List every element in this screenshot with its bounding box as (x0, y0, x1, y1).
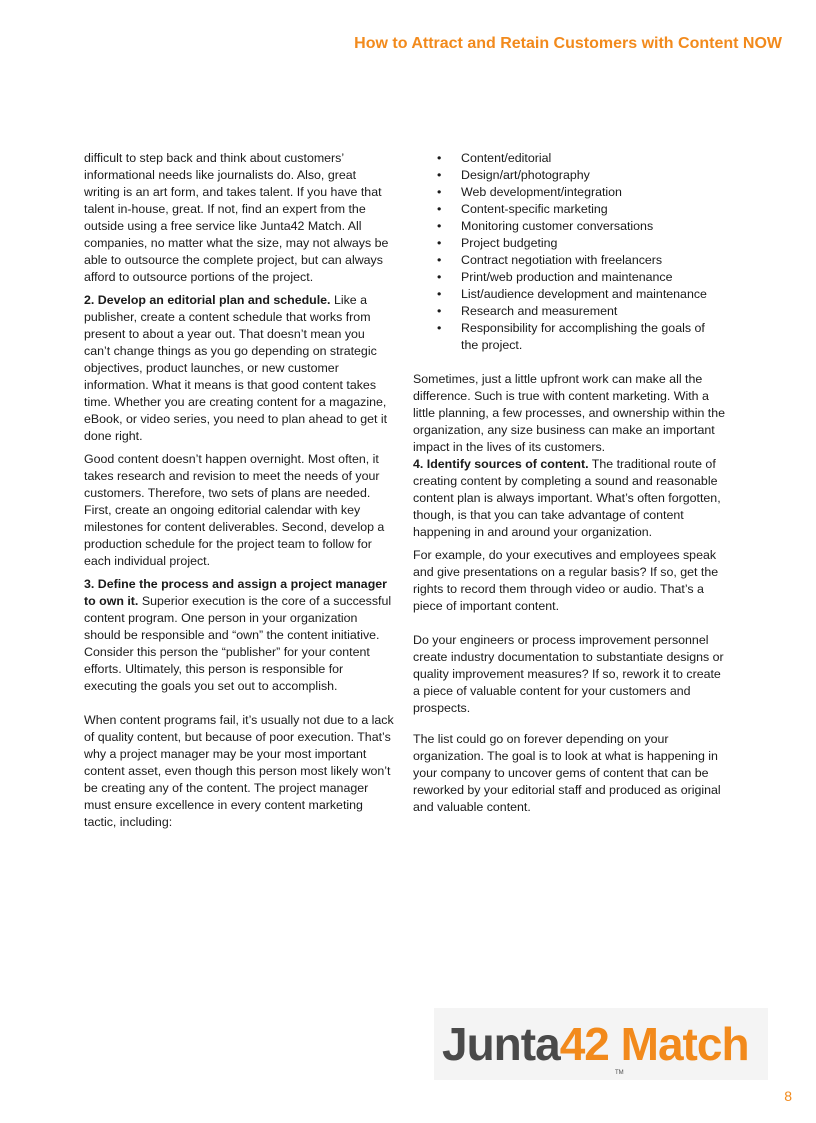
logo-text-match: Match (608, 1018, 749, 1070)
section-2-body: Like a publisher, create a content schedule that works from present to about a year out. That doesn’t mean you can’t change things as you go depending on strategic objectives, product launches, or new customer information. What it means is that good content takes time. Whether you are creating content for a magazine, eBook, or video series, you need to plan ahead to get it done right. (84, 293, 388, 443)
paragraph: The list could go on forever depending on your organization. The goal is to look at what is happening in your company to uncover gems of content that can be reworked by your editorial staff and produced as original and valuable content. (413, 732, 721, 814)
tactics-list (413, 150, 725, 354)
list-item: • Responsibility for accomplishing the goals of the project. (413, 320, 725, 354)
left-column (84, 150, 394, 837)
paragraph: When content programs fail, it’s usually not due to a lack of quality content, but because of poor execution. That’s why a project manager may be your most important content asset, even though this person most likely won’t be creating any of the content. The project manager must ensure excellence in every content marketing tactic, including: (84, 713, 394, 829)
section-3-paragraph (84, 576, 394, 695)
paragraph: Do your engineers or process improvement personnel create industry documentation to substantiate designs or quality improvement measures? If so, rework it to create a piece of valuable content for your customers and prospects. (413, 633, 724, 715)
list-item: • Content/editorial (413, 150, 725, 167)
section-2-paragraph (84, 292, 394, 445)
section-2-heading: 2. Develop an editorial plan and schedule. (84, 293, 331, 307)
paragraph: For example, do your executives and employees speak and give presentations on a regular basis? If so, get the rights to record them through video or audio. That’s a piece of important content. (413, 548, 719, 613)
right-column (413, 150, 725, 822)
logo-trademark: TM (615, 1070, 624, 1076)
list-item: • Design/art/photography (413, 167, 725, 184)
paragraph: difficult to step back and think about customers’ informational needs like journalists do. Also, great writing is an art form, and takes talent. If you have that talent in-house, great. If not, find an expert from the outside using a free service like Junta42 Match. All companies, no matter what the size, may not always be able to outsource the complete project, but can always afford to outsource portions of the project. (84, 151, 389, 284)
section-3-heading: 3. Define the process and assign a project manager to own it. (84, 577, 387, 608)
junta42-match-logo (434, 1008, 768, 1080)
list-item: • List/audience development and maintenance (413, 286, 725, 303)
paragraph: Sometimes, just a little upfront work can make all the difference. Such is true with content marketing. With a little planning, a few processes, and ownership within the organization, any size business can make an important impact in the lives of its customers. (413, 372, 726, 454)
svg-text:Junta42 Match (442, 1018, 749, 1070)
list-item: • Monitoring customer conversations (413, 218, 725, 235)
section-3-body: Superior execution is the core of a successful content program. One person in your organization should be responsible and “own” the content initiative. Consider this person the “publisher” for your content efforts. Ultimately, this person is responsible for executing the goals you set out to accomplish. (84, 594, 392, 693)
list-item: • Content-specific marketing (413, 201, 725, 218)
section-4-heading: 4. Identify sources of content. (413, 457, 589, 471)
logo-text-dark: Junta (442, 1018, 560, 1070)
list-item: • Print/web production and maintenance (413, 269, 725, 286)
list-item: • Web development/integration (413, 184, 725, 201)
page-number: 8 (784, 1088, 792, 1104)
list-item: • Contract negotiation with freelancers (413, 252, 725, 269)
list-item: • Project budgeting (413, 235, 725, 252)
section-4-paragraph (413, 456, 725, 541)
page-header-title: How to Attract and Retain Customers with Content NOW (354, 35, 782, 52)
paragraph: Good content doesn’t happen overnight. Most often, it takes research and revision to meet the needs of your customers. Therefore, two sets of plans are needed. First, create an ongoing editorial calendar with key milestones for content deliverables. Second, develop a production schedule for the project team to follow for each individual project. (84, 452, 385, 568)
list-item: • Research and measurement (413, 303, 725, 320)
logo-text-number: 42 (559, 1018, 609, 1070)
section-4-body: The traditional route of creating content by completing a sound and reasonable content plan is always important. What’s often forgotten, though, is that you can take advantage of content happening in and around your organization. (413, 457, 721, 539)
